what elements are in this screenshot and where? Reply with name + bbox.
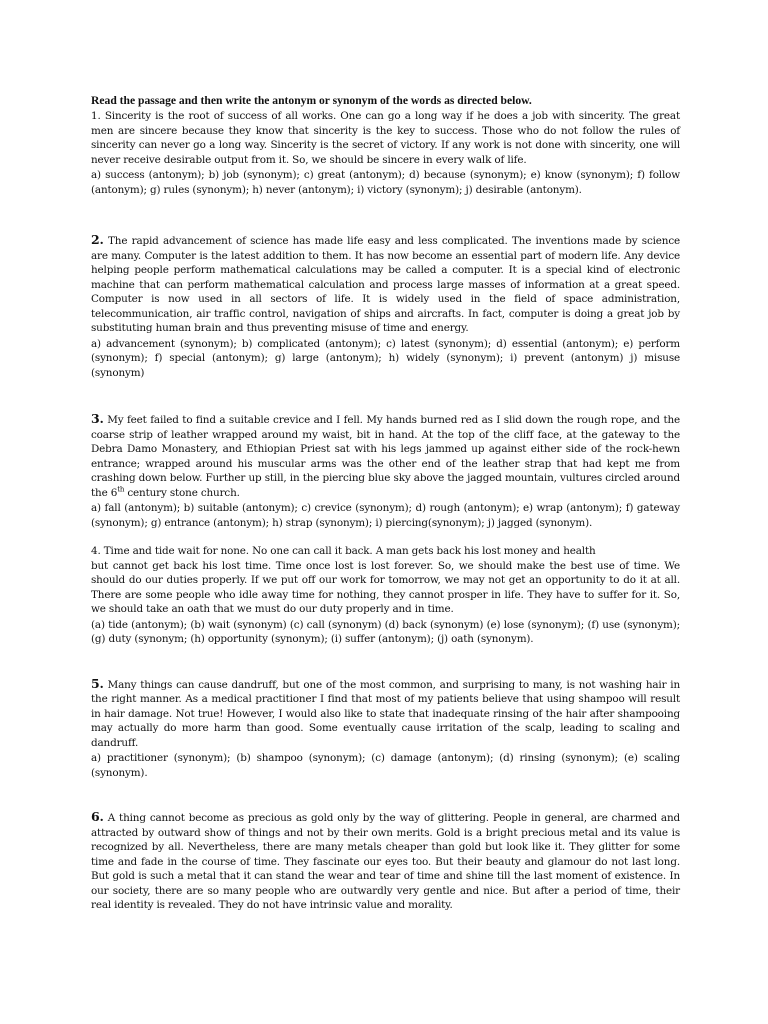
section-number: 1. <box>91 110 101 122</box>
passage-text <box>91 412 680 500</box>
section-number: 4. <box>91 545 101 557</box>
ordinal-suffix: th <box>117 485 125 494</box>
section-number: 6. <box>91 809 104 824</box>
passage-section-2 <box>91 233 680 380</box>
passage-body: Time and tide wait for none. No one can call it back. A man gets back his lost money and health <box>103 545 596 557</box>
passage-text <box>91 109 680 167</box>
passage-body: A thing cannot become as precious as gold only by the way of glittering. People in general, are charmed and attracted by outward show of things and not by their own merits. Gold is a bright precious metal and its value is recognized by all. Nevertheless, there are many metals cheaper than gold but look like it. They glitter for some time and fade in the course of time. They fascinate our eyes too. But their beauty and glamour do not last long. But gold is such a metal that it can stand the wear and tear of time and shine till the last moment of existence. In our society, there are so many people who are outwardly very gentle and nice. But after a period of time, their real identity is revealed. They do not have intrinsic value and morality. <box>91 812 680 911</box>
passage-body: My feet failed to find a suitable crevice and I fell. My hands burned red as I slid down the rough rope, and the coarse strip of leather wrapped around my waist, bit in hand. At the top of the cliff face, at the gateway to the Debra Damo Monastery, and Ethiopian Priest sat with his legs jammed up against either side of the rock-hewn entrance; wrapped around his muscular arms was the other end of the leather strap that had kept me from crashing down below. Further up still, in the piercing blue sky above the jagged mountain, vultures circled around the 6 <box>91 414 681 499</box>
question-list: a) practitioner (synonym); (b) shampoo (synonym); (c) damage (antonym); (d) rinsing (synonym); (e) scaling (synonym). <box>91 752 680 779</box>
passage-body: Sincerity is the root of success of all works. One can go a long way if he does a job with sincerity. The great men are sincere because they know that sincerity is the key to success. Those who do not follow the rules of sincerity can never go a long way. Sincerity is the secret of victory. If any work is not done with sincerity, one will never receive desirable output from it. So, we should be sincere in every walk of life. <box>91 110 681 166</box>
passage-text <box>91 233 680 336</box>
section-number: 5. <box>91 675 104 691</box>
passage-first-line <box>91 544 680 559</box>
passage-section-5 <box>91 677 680 781</box>
passage-section-6 <box>91 810 680 913</box>
passage-section-4 <box>91 544 680 647</box>
passage-section-3 <box>91 412 680 530</box>
question-list: (a) tide (antonym); (b) wait (synonym) (c) call (synonym) (d) back (synonym) (e) lose (synonym); (f) use (synonym); (g) duty (synonym; (h) opportunity (synonym); (i) suffer (antonym); (j) oath (synonym). <box>91 618 680 645</box>
passage-text <box>91 677 680 751</box>
question-list: a) success (antonym); b) job (synonym); c) great (antonym); d) because (synonym); e) know (synonym); f) follow (antonym); g) rules (synonym); h) never (antonym); i) victory (synonym); j) desirable (antonym). <box>91 169 680 196</box>
section-number: 3. <box>91 411 104 426</box>
passage-body-end: century stone church. <box>124 486 240 499</box>
passage-text <box>91 810 680 913</box>
passage-body: The rapid advancement of science has made life easy and less complicated. The inventions made by science are many. Computer is the latest addition to them. It has now become an essential part of modern life. Any device helping people perform mathematical calculations may be called a computer. It is a special kind of electronic machine that can perform mathematical calculation and process large masses of information at a great speed. Computer is now used in all sectors of life. It is widely used in the field of space administration, telecommunication, air traffic control, navigation of ships and aircrafts. In fact, computer is doing a great job by substituting human brain and thus preventing misuse of time and energy. <box>91 235 681 334</box>
question-list: a) advancement (synonym); b) complicated (antonym); c) latest (synonym); d) essential (antonym); e) perform (synonym); f) special (antonym); g) large (antonym); h) widely (synonym); i) prevent (antonym) j) misuse (synonym) <box>91 337 680 379</box>
instructions-heading: Read the passage and then write the antonym or synonym of the words as directed below. <box>91 94 532 107</box>
section-number: 2. <box>91 232 104 247</box>
passage-section-1 <box>91 109 680 197</box>
question-list: a) fall (antonym); b) suitable (antonym); c) crevice (synonym); d) rough (antonym); e) wrap (antonym); f) gateway (synonym); g) entrance (antonym); h) strap (synonym); i) piercing(synonym); j) jagged (synonym). <box>91 502 680 529</box>
passage-body: Many things can cause dandruff, but one of the most common, and surprising to many, is not washing hair in the right manner. As a medical practitioner I find that most of my patients believe that using shampoo will result in hair damage. Not true! However, I would also like to state that inadequate rinsing of the hair after shampooing may actually do more harm than good. Some eventually cause irritation of the scalp, leading to scaling and dandruff. <box>91 678 680 749</box>
passage-text: but cannot get back his lost time. Time once lost is lost forever. So, we should make the best use of time. We should do our duties properly. If we put off our work for tomorrow, we may not get an opportunity to do it at all. There are some people who idle away time for nothing, they cannot prosper in life. They have to suffer for it. So, we should take an oath that we must do our duty properly and in time. <box>91 559 680 615</box>
